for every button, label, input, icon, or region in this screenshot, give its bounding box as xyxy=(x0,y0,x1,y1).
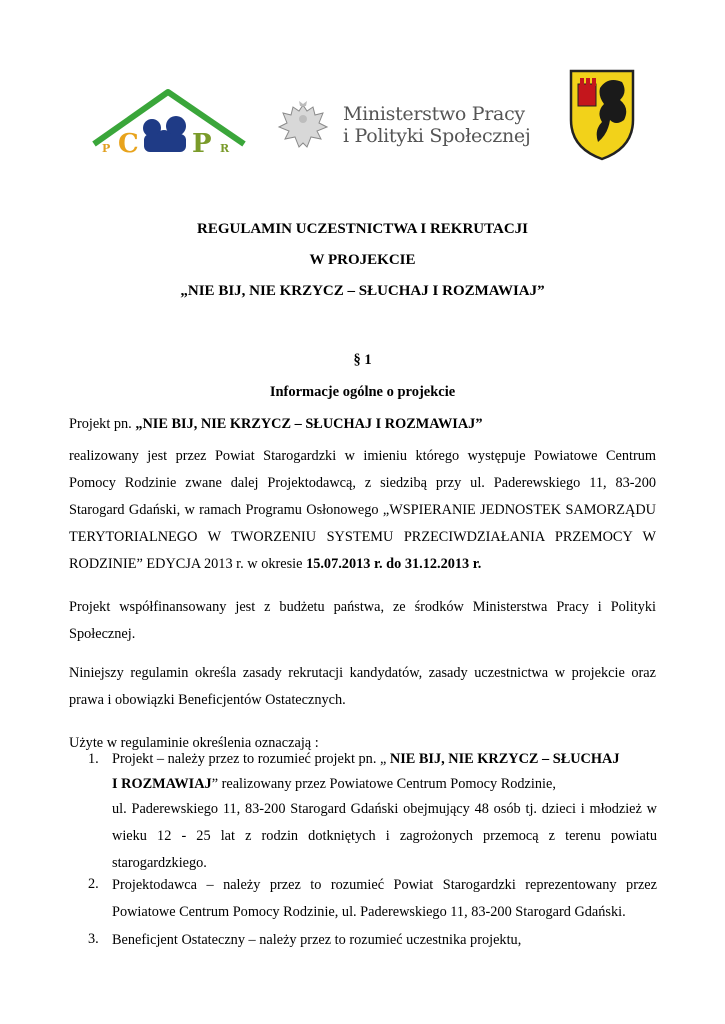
definition-1-rest: ul. Paderewskiego 11, 83-200 Starogard Gdański obejmujący 48 osób tj. dzieci i młodzież w wieku 12 - 25 lat z rodzin dotkniętych i zagrożonych przemocą z terenu powiatu starogardzkiego. xyxy=(112,801,657,871)
ministry-line1: Ministerstwo Pracy xyxy=(343,103,525,125)
section-number: § 1 xyxy=(353,352,372,368)
ministry-line2: i Polityki Społecznej xyxy=(343,125,531,147)
paragraph-realization xyxy=(69,443,656,578)
definition-number-2: 2. xyxy=(88,876,99,892)
project-intro-prefix: Projekt pn. xyxy=(69,416,136,432)
project-intro xyxy=(69,416,482,433)
pcpr-letter-r: R xyxy=(220,142,230,155)
county-crest-icon xyxy=(568,68,636,162)
definition-1-project-name-a: NIE BIJ, NIE KRZYCZ – SŁUCHAJ xyxy=(389,751,620,767)
project-dates: 15.07.2013 r. do 31.12.2013 r. xyxy=(306,556,482,572)
section-heading: Informacje ogólne o projekcie xyxy=(269,384,456,400)
definition-1-text-a: Projekt – należy przez to rozumieć projekt pn. „ xyxy=(112,751,390,767)
definition-1-line1 xyxy=(112,751,619,768)
title-line2: W PROJEKCIE xyxy=(309,252,416,268)
title-line1: REGULAMIN UCZESTNICTWA I REKRUTACJI xyxy=(196,221,529,237)
definition-2-text: Projektodawca – należy przez to rozumieć Powiat Starogardzki reprezentowany przez Powiatowe Centrum Pomocy Rodzinie, ul. Paderewskiego 11, 83-200 Starogard Gdański. xyxy=(112,877,657,920)
project-intro-name: „NIE BIJ, NIE KRZYCZ – SŁUCHAJ I ROZMAWIAJ” xyxy=(135,416,483,432)
definition-3-text: Beneficjent Ostateczny – należy przez to rozumieć uczestnika projektu, xyxy=(112,932,522,948)
definition-number-3: 3. xyxy=(88,931,99,947)
definition-number-1: 1. xyxy=(88,751,99,767)
paragraph-scope: Niniejszy regulamin określa zasady rekrutacji kandydatów, zasady uczestnictwa w projekcie oraz prawa i obowiązki Beneficjentów Ostatecznych. xyxy=(69,665,656,708)
ministry-name xyxy=(343,103,530,147)
paragraph-funding: Projekt współfinansowany jest z budżetu państwa, ze środków Ministerstwa Pracy i Polityki Społecznej. xyxy=(69,599,656,642)
definition-1-line2 xyxy=(112,776,556,793)
polish-eagle-icon xyxy=(277,99,329,155)
definition-1-project-name-b: I ROZMAWIAJ xyxy=(112,776,212,792)
pcpr-logo xyxy=(88,86,250,162)
pcpr-letter-p1: P xyxy=(102,142,111,155)
pcpr-letter-c: C xyxy=(118,129,139,159)
paragraph-realization-text: realizowany jest przez Powiat Starogardzki w imieniu którego występuje Powiatowe Centrum Pomocy Rodzinie zwane dalej Projektodawcą, z siedzibą przy ul. Paderewskiego 11, 83-200 Starogard Gdański, w ramach Programu Osłonowego „WSPIERANIE JEDNOSTEK SAMORZĄDU TERYTORIALNEGO W TWORZENIU SYSTEMU PRZECIWDZIAŁANIA PRZEMOCY W RODZINIE” EDYCJA 2013 r. w okresie xyxy=(69,448,656,572)
pcpr-letter-p2: P xyxy=(192,129,212,159)
definitions-intro: Użyte w regulaminie określenia oznaczają : xyxy=(69,735,319,751)
definition-1-text-b: ” realizowany przez Powiatowe Centrum Pomocy Rodzinie, xyxy=(211,776,556,792)
title-line3: „NIE BIJ, NIE KRZYCZ – SŁUCHAJ I ROZMAWIAJ” xyxy=(180,283,545,299)
